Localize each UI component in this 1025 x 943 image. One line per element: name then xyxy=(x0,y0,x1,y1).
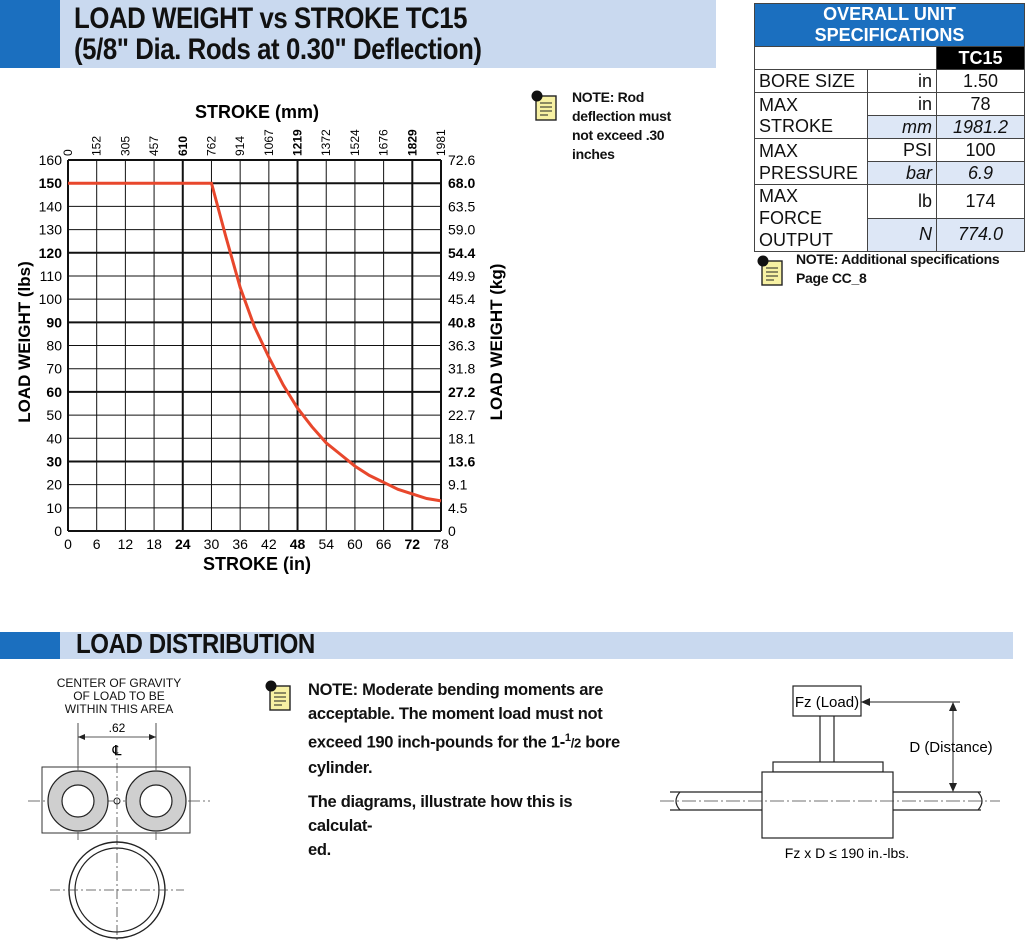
y2-tick-label: 72.6 xyxy=(448,152,476,168)
x2-tick-label: 762 xyxy=(204,135,219,156)
x2-tick-label: 1524 xyxy=(347,129,362,156)
y2-tick-label: 40.8 xyxy=(448,314,476,331)
y2-tick-label: 0 xyxy=(448,523,456,539)
x-tick-label: 78 xyxy=(433,536,449,552)
y2-tick-label: 18.1 xyxy=(448,430,476,447)
moment-formula: Fz x D ≤ 190 in.-lbs. xyxy=(784,845,910,861)
y-tick-label: 140 xyxy=(38,198,62,215)
y-tick-label: 150 xyxy=(38,175,62,192)
bore-label: BORE SIZE xyxy=(755,70,868,93)
y-tick-label: 20 xyxy=(46,476,62,493)
cg-caption-line2: OF LOAD TO BE xyxy=(73,689,165,703)
x-tick-label: 0 xyxy=(64,536,72,552)
cg-area-diagram xyxy=(20,715,220,943)
x-tick-label: 66 xyxy=(375,536,392,552)
specs-table xyxy=(754,3,1025,252)
pressure-label-2: PRESSURE xyxy=(759,162,859,183)
y2-axis-title: LOAD WEIGHT (kg) xyxy=(487,263,506,421)
y2-tick-label: 36.3 xyxy=(448,337,476,354)
x2-tick-label: 610 xyxy=(175,135,190,156)
x-tick-label: 54 xyxy=(318,536,335,552)
stroke-value-in: 78 xyxy=(937,93,1025,116)
fraction-numerator: 1 xyxy=(564,732,571,744)
fz-load-label: Fz (Load) xyxy=(794,694,860,711)
moment-note xyxy=(308,678,628,862)
x2-tick-label: 305 xyxy=(118,135,133,156)
diagrams-line1: The diagrams, illustrate how this is calculat- xyxy=(308,792,573,835)
x-axis-title: STROKE (in) xyxy=(203,554,311,574)
x2-axis-title: STROKE (mm) xyxy=(194,102,320,122)
x2-tick-label: 1372 xyxy=(319,129,334,156)
x2-tick-label: 1981 xyxy=(434,129,448,156)
cg-caption xyxy=(40,677,198,716)
additional-specs-line2: Page CC_8 xyxy=(796,270,867,286)
x2-tick-label: 1829 xyxy=(405,129,420,156)
moment-line3: exceed 190 inch-pounds for the 1- xyxy=(308,733,565,752)
y-tick-label: 80 xyxy=(46,337,62,354)
moment-diagram xyxy=(660,680,1000,870)
force-label-1: MAX FORCE xyxy=(759,186,822,228)
x2-tick-label: 1219 xyxy=(290,129,305,156)
x-tick-label: 36 xyxy=(232,536,248,552)
y2-tick-label: 68.0 xyxy=(448,175,476,192)
moment-line1: NOTE: Moderate bending moments are xyxy=(308,681,604,699)
title-accent-block xyxy=(0,0,60,68)
note-icon xyxy=(530,90,558,122)
x2-tick-label: 152 xyxy=(89,135,104,156)
load-stroke-chart xyxy=(0,95,506,585)
x-tick-label: 6 xyxy=(92,536,101,552)
stroke-unit-in: in xyxy=(868,93,937,116)
stroke-value-mm: 1981.2 xyxy=(937,116,1025,139)
force-unit-lb: lb xyxy=(868,185,937,219)
x-tick-label: 60 xyxy=(347,536,363,552)
centerline-symbol: ℄ xyxy=(112,742,122,758)
diagrams-line2: ed. xyxy=(308,840,331,859)
y2-tick-label: 54.4 xyxy=(448,244,476,261)
y2-tick-label: 4.5 xyxy=(448,499,468,516)
y2-tick-label: 49.9 xyxy=(448,267,476,284)
x2-tick-label: 914 xyxy=(233,135,248,156)
note-icon xyxy=(756,255,784,287)
y2-tick-label: 9.1 xyxy=(448,476,468,493)
cg-caption-line3: WITHIN THIS AREA xyxy=(64,702,174,716)
y-tick-label: 70 xyxy=(46,360,62,377)
y2-tick-label: 27.2 xyxy=(448,383,476,400)
force-value-n: 774.0 xyxy=(937,218,1025,252)
bore-unit: in xyxy=(868,70,937,93)
y-tick-label: 160 xyxy=(38,152,62,168)
additional-specs-note xyxy=(796,250,999,288)
pressure-value-bar: 6.9 xyxy=(937,162,1025,185)
force-label-2: OUTPUT xyxy=(759,230,833,250)
page-title-line1: LOAD WEIGHT vs STROKE TC15 xyxy=(74,2,468,35)
moment-line4: cylinder. xyxy=(308,758,373,777)
dimension-label: .62 xyxy=(108,721,126,735)
y2-tick-label: 45.4 xyxy=(448,291,476,308)
page-title-line2: (5/8" Dia. Rods at 0.30" Deflection) xyxy=(74,33,482,66)
load-distribution-title: LOAD DISTRIBUTION xyxy=(76,628,315,659)
x-tick-label: 12 xyxy=(117,536,134,552)
y-tick-label: 90 xyxy=(46,314,62,331)
pressure-value-psi: 100 xyxy=(937,139,1025,162)
y-tick-label: 30 xyxy=(46,453,62,470)
specs-model: TC15 xyxy=(937,47,1025,70)
x2-tick-label: 0 xyxy=(61,149,75,156)
section-accent-block xyxy=(0,632,60,659)
y-tick-label: 60 xyxy=(46,383,62,400)
stroke-label: MAX STROKE xyxy=(755,93,868,139)
y2-tick-label: 13.6 xyxy=(448,453,476,470)
moment-line3-end: bore xyxy=(581,733,620,752)
rod-deflection-note: NOTE: Rod deflection must not exceed .30 inches xyxy=(572,89,671,162)
fraction-denominator: /2 xyxy=(570,735,581,751)
y-tick-label: 130 xyxy=(38,221,62,238)
x2-tick-label: 1067 xyxy=(261,129,276,156)
force-unit-n: N xyxy=(868,218,937,252)
x-tick-label: 72 xyxy=(404,536,421,552)
y-axis-title: LOAD WEIGHT (lbs) xyxy=(15,261,34,423)
pressure-unit-psi: PSI xyxy=(868,139,937,162)
y2-tick-label: 63.5 xyxy=(448,198,476,215)
distance-label: D (Distance) xyxy=(909,739,993,756)
y2-tick-label: 22.7 xyxy=(448,407,476,424)
force-value-lb: 174 xyxy=(937,185,1025,219)
x-tick-label: 42 xyxy=(261,536,277,552)
y2-tick-label: 59.0 xyxy=(448,221,476,238)
y-tick-label: 120 xyxy=(38,244,62,261)
y2-tick-label: 31.8 xyxy=(448,360,476,377)
moment-line2: acceptable. The moment load must not xyxy=(308,705,603,723)
additional-specs-line1: NOTE: Additional specifications xyxy=(796,251,1000,267)
note-icon xyxy=(264,680,292,712)
x2-tick-label: 457 xyxy=(147,135,162,156)
load-curve-line xyxy=(68,183,441,501)
y-tick-label: 100 xyxy=(38,291,62,308)
x-tick-label: 30 xyxy=(203,536,220,552)
y-tick-label: 0 xyxy=(54,523,62,539)
specs-header: OVERALL UNIT SPECIFICATIONS xyxy=(755,4,1025,47)
pressure-label-1: MAX xyxy=(759,140,799,161)
y-tick-label: 110 xyxy=(39,267,62,284)
pressure-unit-bar: bar xyxy=(868,162,937,185)
x-tick-label: 48 xyxy=(289,536,306,552)
x-tick-label: 24 xyxy=(174,536,191,552)
stroke-unit-mm: mm xyxy=(868,116,937,139)
y-tick-label: 50 xyxy=(46,407,62,424)
bore-value: 1.50 xyxy=(937,70,1025,93)
y-tick-label: 10 xyxy=(46,499,62,516)
x-tick-label: 18 xyxy=(146,536,162,552)
cg-caption-line1: CENTER OF GRAVITY xyxy=(56,676,182,690)
y-tick-label: 40 xyxy=(46,430,62,447)
x2-tick-label: 1676 xyxy=(376,129,391,156)
